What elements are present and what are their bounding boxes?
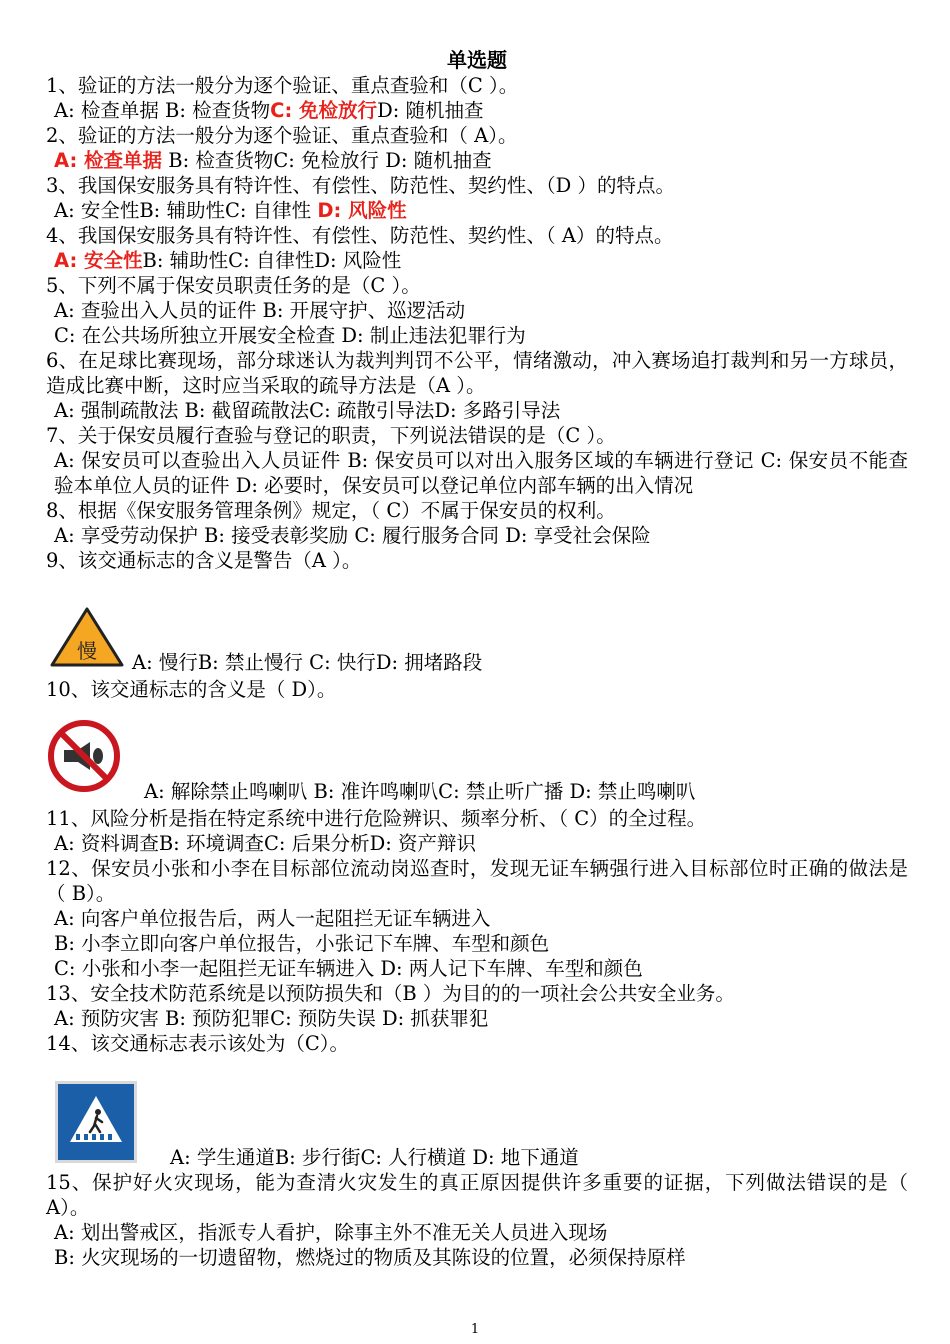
options-7: A: 保安员可以查验出入人员证件 B: 保安员可以对出入服务区域的车辆进行登记 C: 保安员不能查验本单位人员的证件 D: 必要时，保安员可以登记单位内部车辆的出入情况 bbox=[54, 449, 908, 497]
options-3: A: 安全性B: 辅助性C: 自律性 D: 风险性 bbox=[54, 199, 407, 222]
question-3: 3、我国保安服务具有特许性、有偿性、防范性、契约性、（D ）的特点。 bbox=[46, 174, 675, 197]
question-9: 9、该交通标志的含义是警告（A ）。 bbox=[46, 549, 362, 572]
sign-label: 慢 bbox=[77, 639, 97, 663]
options-8: A: 享受劳动保护 B: 接受表彰奖励 C: 履行服务合同 D: 享受社会保险 bbox=[54, 524, 651, 547]
page-number: 1 bbox=[470, 1322, 480, 1337]
options-15-b: B: 火灾现场的一切遗留物，燃烧过的物质及其陈设的位置，必须保持原样 bbox=[54, 1246, 686, 1269]
question-11: 11、风险分析是指在特定系统中进行危险辨识、频率分析、（ C）的全过程。 bbox=[46, 807, 707, 830]
sign-row-14 bbox=[46, 1056, 908, 1170]
question-13: 13、安全技术防范系统是以预防损失和（B ）为目的的一项社会公共安全业务。 bbox=[46, 982, 735, 1005]
options-12-a: A: 向客户单位报告后，两人一起阻拦无证车辆进入 bbox=[54, 907, 491, 930]
options-12-cd: C: 小张和小李一起阻拦无证车辆进入 D: 两人记下车牌、车型和颜色 bbox=[54, 957, 643, 980]
options-6: A: 强制疏散法 B: 截留疏散法C: 疏散引导法D: 多路引导法 bbox=[54, 399, 561, 422]
answer-highlight: A: 检查单据 bbox=[54, 149, 163, 172]
question-4: 4、我国保安服务具有特许性、有偿性、防范性、契约性、（ A）的特点。 bbox=[46, 224, 674, 247]
slow-warning-sign-icon bbox=[50, 607, 124, 667]
options-10: A: 解除禁止鸣喇叭 B: 准许鸣喇叭C: 禁止听广播 D: 禁止鸣喇叭 bbox=[144, 780, 696, 803]
options-11: A: 资料调查B: 环境调查C: 后果分析D: 资产辩识 bbox=[54, 832, 477, 855]
options-12-b: B: 小李立即向客户单位报告，小张记下车牌、车型和颜色 bbox=[54, 932, 550, 955]
pedestrian-crossing-sign-icon bbox=[54, 1080, 138, 1164]
sign-row-10 bbox=[46, 702, 908, 804]
no-horn-sign-icon bbox=[48, 720, 120, 792]
document-page bbox=[46, 48, 908, 1270]
question-6: 6、在足球比赛现场，部分球迷认为裁判判罚不公平，情绪激动，冲入赛场追打裁判和另一方球员，造成比赛中断，这时应当采取的疏导方法是（A ）。 bbox=[46, 349, 908, 397]
question-10: 10、该交通标志的含义是（ D）。 bbox=[46, 678, 337, 701]
answer-highlight: C: 免检放行 bbox=[270, 99, 378, 122]
question-14: 14、该交通标志表示该处为（C）。 bbox=[46, 1032, 349, 1055]
options-9: A: 慢行B: 禁止慢行 C: 快行D: 拥堵路段 bbox=[132, 651, 483, 674]
options-1: A: 检查单据 B: 检查货物C: 免检放行D: 随机抽查 bbox=[54, 99, 484, 122]
question-8: 8、根据《保安服务管理条例》规定，（ C）不属于保安员的权利。 bbox=[46, 499, 616, 522]
answer-highlight: A: 安全性 bbox=[54, 249, 143, 272]
options-4: A: 安全性B: 辅助性C: 自律性D: 风险性 bbox=[54, 249, 402, 272]
section-title: 单选题 bbox=[447, 48, 507, 72]
answer-highlight: D: 风险性 bbox=[317, 199, 407, 222]
question-12: 12、保安员小张和小李在目标部位流动岗巡查时，发现无证车辆强行进入目标部位时正确的做法是（ B）。 bbox=[46, 857, 908, 905]
options-5-ab: A: 查验出入人员的证件 B: 开展守护、巡逻活动 bbox=[54, 299, 466, 322]
question-7: 7、关于保安员履行查验与登记的职责，下列说法错误的是（C ）。 bbox=[46, 424, 616, 447]
options-15-a: A: 划出警戒区，指派专人看护，除事主外不准无关人员进入现场 bbox=[54, 1221, 608, 1244]
options-5-cd: C: 在公共场所独立开展安全检查 D: 制止违法犯罪行为 bbox=[54, 324, 526, 347]
question-5: 5、下列不属于保安员职责任务的是（C ）。 bbox=[46, 274, 421, 297]
question-2: 2、验证的方法一般分为逐个验证、重点查验和（ A）。 bbox=[46, 124, 518, 147]
options-2: A: 检查单据 B: 检查货物C: 免检放行 D: 随机抽查 bbox=[54, 149, 492, 172]
question-15: 15、保护好火灾现场，能为查清火灾发生的真正原因提供许多重要的证据，下列做法错误的是（ A）。 bbox=[46, 1171, 908, 1219]
options-14: A: 学生通道B: 步行街C: 人行横道 D: 地下通道 bbox=[170, 1146, 579, 1169]
sign-row-9 bbox=[46, 573, 908, 675]
options-13: A: 预防灾害 B: 预防犯罪C: 预防失误 D: 抓获罪犯 bbox=[54, 1007, 489, 1030]
question-1: 1、验证的方法一般分为逐个验证、重点查验和（C ）。 bbox=[46, 74, 519, 97]
